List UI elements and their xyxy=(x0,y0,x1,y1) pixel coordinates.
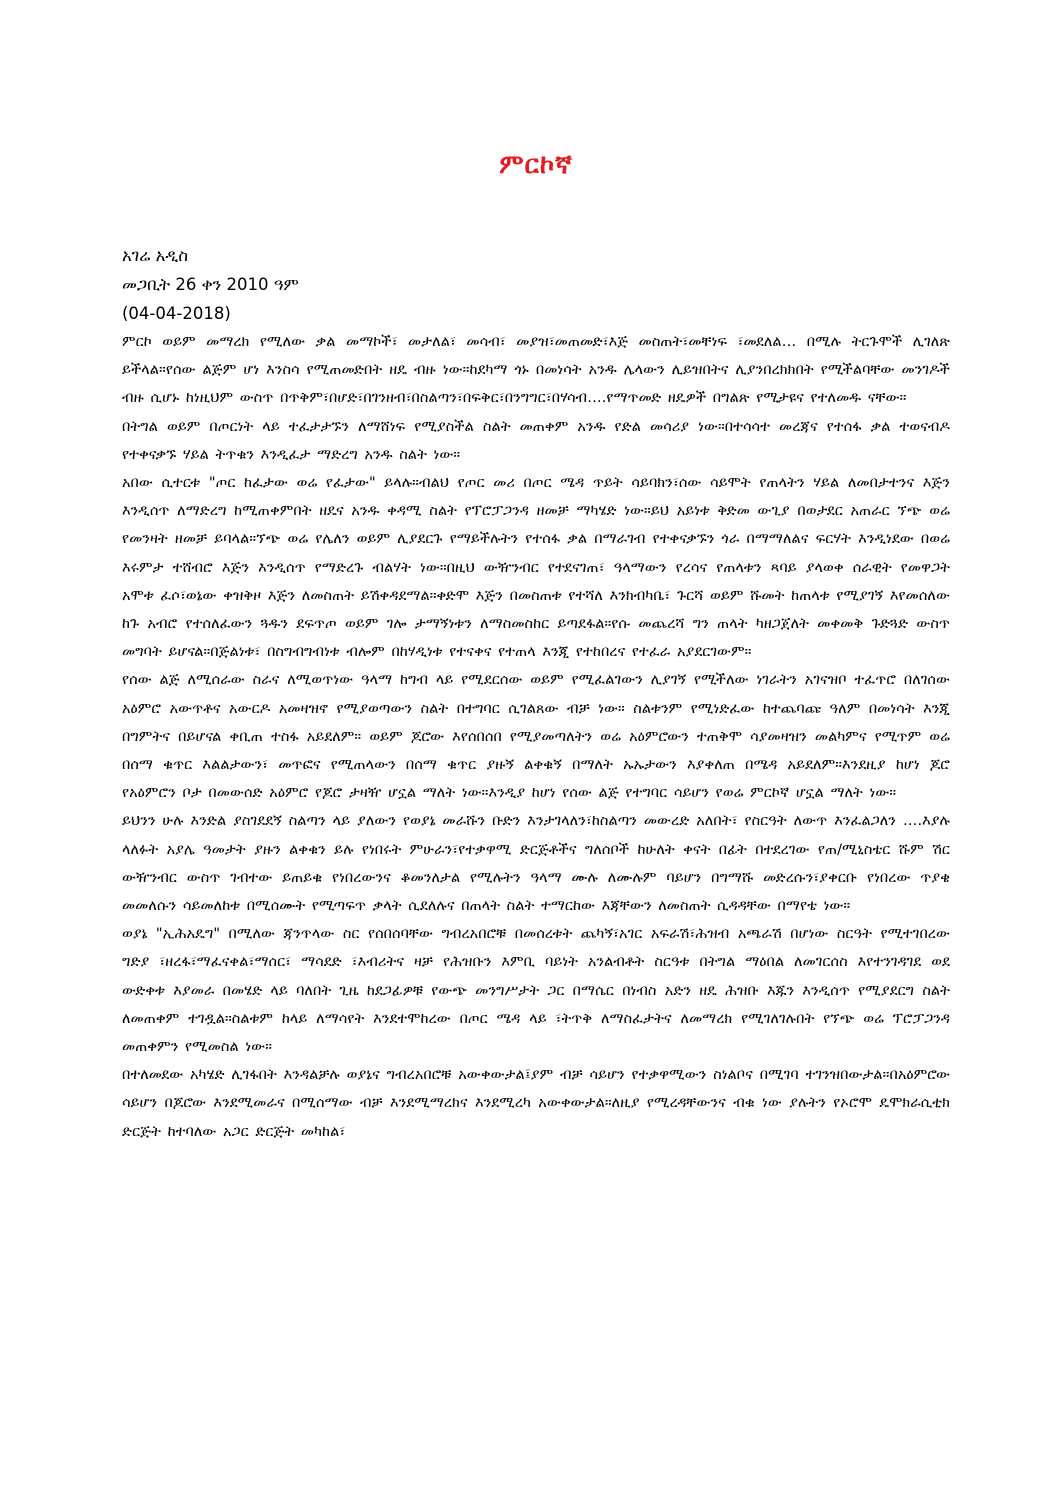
paragraph: አበው ሲተርቱ "ጦር ከፈታው ወሬ የፈታው" ይላሉ።ብልህ የጦር መሪ በጦር ሜዳ ጥይት ሳይባክን፣ሰው ሳይሞት የጠላትን ሃይል ለመበታተንና እጅን እንዲሰጥ ለማድረግ ከሚጠቀምበት ዘዴና አንዱ ቀዳሚ ስልት የፕሮፓጋንዳ ዘመቻ ማካሄድ ነው።ይህ አይነቱ ቅድመ ውጊያ በወታደር አጠራር ኘጭ ወሬ የመንዛት ዘመቻ ይባላል።ኘጭ ወሬ የሌለን ወይም ሊያደርጉ የማይችሉትን የተሰፋ ቃል በማራገብ የተቀናቃኙን ጎራ በማማለልና ፍርሃት እንዲነደው በወሬ እሩምታ ተሸብሮ እጅን እንዲሰጥ የማድረጉ ብልሃት ነው።በዚህ ውዥንብር የተደናገጠ፣ ዓላማውን የረሳና የጠላቱን ጻባይ ያላወቀ ሰራዊት የመዋጋት አሞቱ ፈሶ፣ወኔው ቀዝቅዞ እጅን ለመስጠት ይሽቀዳደማል።ቀድሞ እጅን በመስጠቱ የተሻለ እንክብካቤ፣ ጉርሻ ወይም ሹመት ከጠላቱ የሚያገኝ እየመሰለው ከጉ አብሮ የተሰለፈውን ጓዱን ደፍጥጦ ወይም ገሎ ታማኝነቱን ለማስመስከር ይጣደፋል።የሱ መጨረሻ ግን ጠላት ካዘጋጀለት መቀመቅ ጉድጓድ ውስጥ መግባት ይሆናል።በጅልነቱ፣ በስግብግብነቱ ብሎም በከሃዲነቱ የተናቀና የተጠላ እንጂ የተከበረና የተፈራ አያደርገውም። xyxy=(122,474,951,661)
date-ethiopian: መጋቢት 26 ቀን 2010 ዓም xyxy=(122,275,299,294)
document-title: ምርኮኛ xyxy=(499,150,573,180)
paragraph: ወያኔ "ኢሕአዴግ" በሚለው ጃንጥላው ስር የሰበሰባቸው ግብረአበሮቹ በመሰረቱት ጨካኝ፣አገር አፍራሽ፣ሕዝብ አጫራሽ በሆነው ስርዓት የሚተገበረው ግድያ ፣ዘረፋ፣ማፈናቀል፣ማሰር፣ ማሳደድ ፣እብሪትና ዛቻ የሕዝቡን እምቢ ባይነት አንልብቶት ስርዓቱ በትግል ማዕበል ለመገርሰስ እየተንገዳገደ ወደ ውድቀቱ እያመራ በመሄድ ላይ ባለበት ጊዜ ከደጋፊዎቹ የውጭ መንግሥታት ጋር በማሴር በነብስ አድን ዘዴ ሕዝቡ እጁን እንዲሰጥ የሚያደርግ ስልት ለመጠቀም ተገዷል።ስልቱም ከላይ ለማሳየት እንደተሞከረው በጦር ሜዳ ላይ ፣ትጥቅ ለማስፈታትና ለመማረክ የሚገለገሉበት የኘጭ ወሬ ፕሮፓጋንዳ መጠቀምን የሚመስል ነው። xyxy=(122,925,950,1056)
paragraph: የሰው ልጅ ለሚሰራው ስራና ለሚወጥነው ዓላማ ከግብ ላይ የሚደርሰው ወይም የሚፈልገውን ሊያገኝ የሚችለው ነገራትን አገናዝቦ ተፈጥሮ በለገሰው አዕምሮ አውጥቶና አውርዶ አመዛዝኖ የሚያወጣውን ስልት በተግባር ሲገልጸው ብቻ ነው። ስልቱንም የሚነድፈው ከተጨባጩ ዓለም በመነሳት እንጂ በግምትና በይሆናል ቀቢጠ ተስፋ አይደለም። ወይም ጆሮው እየሰበሰበ የሚያመጣለትን ወሬ አዕምሮውን ተጠቅሞ ሳያመዛዝን መልካምና የሚጥም ወሬ በሰማ ቁጥር እልልታውን፣ መጥፎና የሚጠላውን በሰማ ቁጥር ያዙኝ ልቀቁኝ በማለት ኡኡታውን እያቀለጠ በሜዳ አይደለም።እንደዚያ ከሆነ ጆሮ የአዕምሮን ቦታ በመውሰድ አዕምሮ የጆሮ ታዛዥ ሆኗል ማለት ነው።እንዲያ ከሆነ የሰው ልጅ የተግባር ሳይሆን የወሬ ምርኮኛ ሆኗል ማለት ነው። xyxy=(122,671,950,802)
paragraph: ይህንን ሁሉ እንድል ያስገደደኝ ስልጣን ላይ ያለውን የወያኔ መራሹን ቡድን እንታገላለን፣ከስልጣን መውረድ አለበት፣ የስርዓት ለውጥ እንፈልጋለን ….እያሉ ላለፉት አያሌ ዓመታት ያዙን ልቀቁን ይሉ የነበሩት ምሁራን፣የተቃዋሚ ድርጅቶችና ግለሰቦች ከሁለት ቀናት በፊት በተደረገው የጠ/ሚኒስቴር ሹም ሽር ውዥንብር ውስጥ ገብተው ይጠይቁ የነበረውንና ቆመንለታል የሚሉትን ዓላማ ሙሉ ለሙሉም ባይሆን በግማሹ መድረሱን፣ያቀርቡ የነበረው ጥያቄ መመለሱን ሳይመለከቱ በሚሰሙት የሚጣፍጥ ቃላት ሲደለሉና በጠላት ስልት ተማርከው እጃቸውን ለመስጠት ሲዳዳቸው በማየቴ ነው። xyxy=(122,812,950,915)
paragraph: በትግል ወይም በጦርነት ላይ ተፈታታኙን ለማሸነፍ የሚያስችል ስልት መጠቀም አንዱ የድል መሳሪያ ነው።በተሳሳተ መረጃና የተሰፋ ቃል ተወናብዶ የተቀናቃኙ ሃይል ትጥቁን እንዲፈታ ማድረግ አንዱ ስልት ነው። xyxy=(122,417,950,463)
paragraph: በተለመደው አካሄድ ሊገፋበት እንዳልቻሉ ወያኔና ግብረአበሮቹ አውቀውታል፤ያም ብቻ ሳይሆን የተቃዋሚውን ስነልቦና በሚገባ ተገንዝበውታል።በአዕምሮው ሳይሆን በጆሮው እንደሚመራና በሚሰማው ብቻ እንደሚማረክና እንደሚረካ አውቀውታል።ለዚያ የሚረዳቸውንና ብቁ ነው ያሉትን የኦሮሞ ዴሞክራሲቲክ ድርጅት ከተባለው አጋር ድርጅት መካከል፣ xyxy=(122,1066,950,1140)
paragraph: ምርኮ ወይም መማረክ የሚለው ቃል መማኮች፣ መታለል፣ መሳብ፣ መያዝ፣መጠመድ፣እጅ መስጠት፣መቸነፍ ፣መደለል… በሚሉ ትርጉሞች ሊገለጽ ይችላል።የሰው ልጅም ሆነ እንስሳ የሚጠመድበት ዘዴ ብዙ ነው።ከደካማ ጎኑ በመነሳት አንዱ ሌላውን ሊይዝበትና ሊያንበረክክበት የሚችልባቸው መንገዶች ብዙ ሲሆኑ ከነዚህም ውስጥ በጥቅም፣በሆድ፣በገንዘብ፣በስልጣን፣በፍቅር፣በንግግር፣በሃሳብ….የማጥመድ ዘዴዎች በግልጽ የሚታዩና የተለመዱ ናቸው። xyxy=(122,333,950,407)
author-location: አገሬ አዲስ xyxy=(122,246,189,265)
date-gregorian: (04-04-2018) xyxy=(122,304,231,323)
